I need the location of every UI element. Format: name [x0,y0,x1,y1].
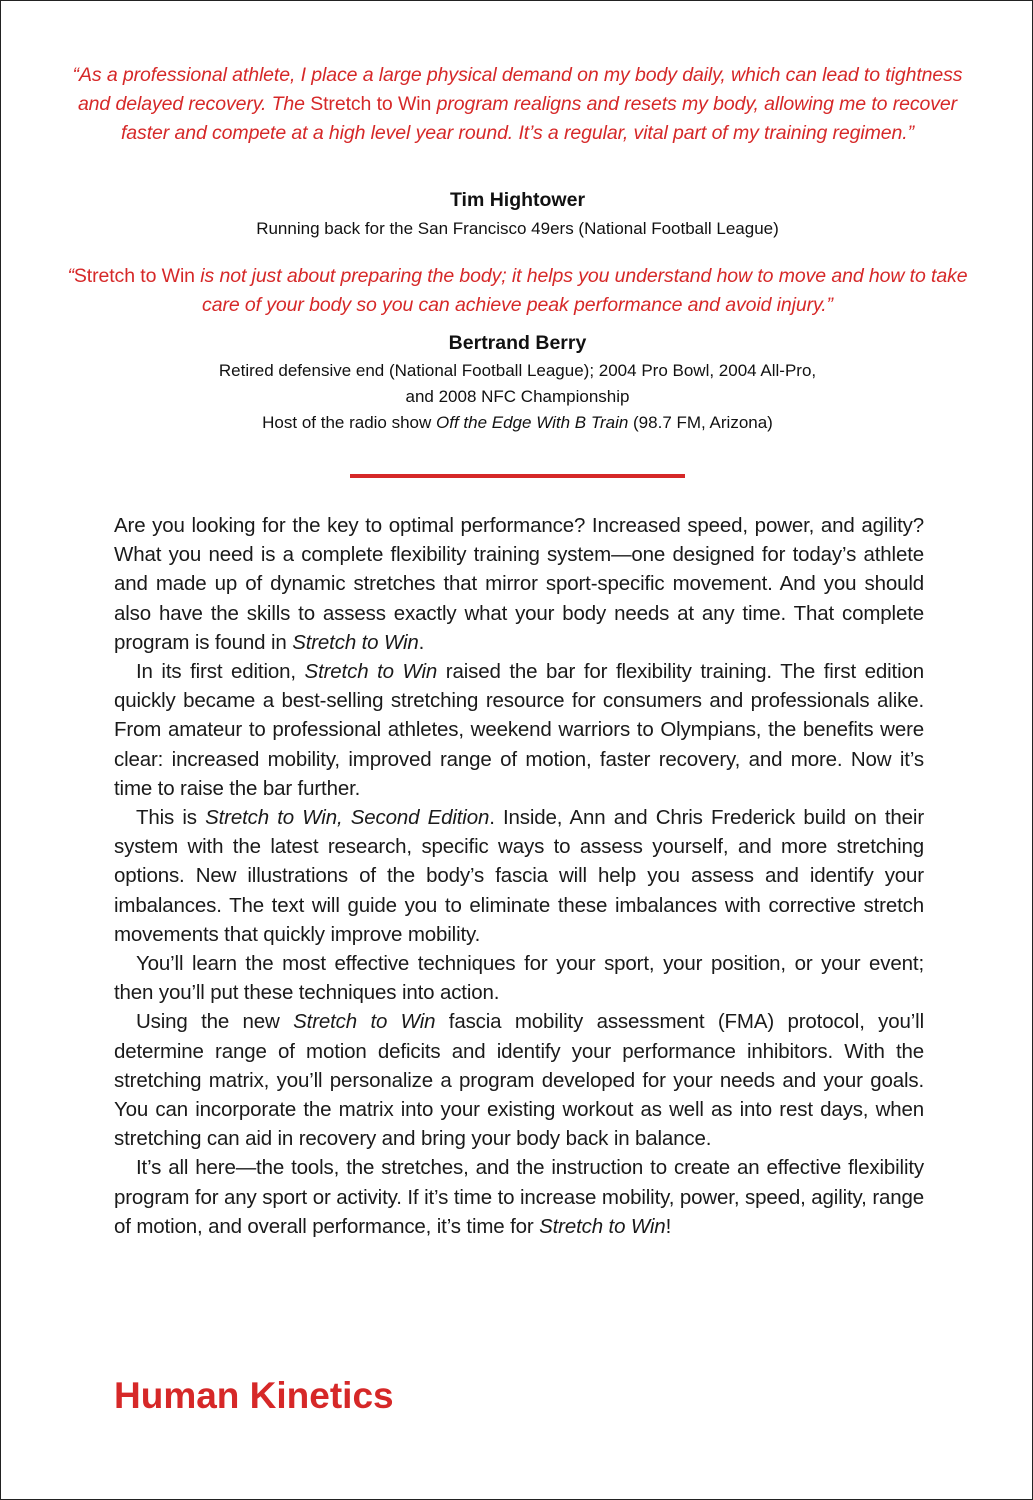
paragraph-2: In its first edition, Stretch to Win raised the bar for flexibility training. The first edition quickly became a best-selling stretching resource for consumers and professionals alike. From amateur to professional athletes, weekend warriors to Olympians, the benefits were clear: increased mobility, improved range of motion, faster recovery, and more. Now it’s time to raise the bar further. [114,660,924,800]
testimonial-affiliation-berry: Retired defensive end (National Football League); 2004 Pro Bowl, 2004 All-Pro, and 2008 NFC Championship Host of the radio show Off the Edge With B Train (98.7 FM, Arizona) [218,361,817,432]
book-title-mention: Stretch to Win [310,93,432,115]
paragraph-1: Are you looking for the key to optimal performance? Increased speed, power, and agility? What you need is a complete flexibility training system—one designed for today’s athlete and made up of dynamic stretches that mirror sport-specific movement. And you should also have the skills to assess exactly what your body needs at any time. That complete program is found in Stretch to Win. [114,514,924,654]
testimonial-author-hightower: Tim Hightower [449,189,586,211]
divider-rule [350,474,685,478]
paragraph-5: Using the new Stretch to Win fascia mobility assessment (FMA) protocol, you’ll determine range of motion deficits and identify your performance inhibitors. With the stretching matrix, you’ll personalize a program developed for your needs and your goals. You can incorporate the matrix into your existing workout as well as into rest days, when stretching can aid in recovery and bring your body back in balance. [114,1010,924,1151]
description-body [114,511,924,1241]
paragraph-6: It’s all here—the tools, the stretches, and the instruction to create an effective flexibility program for any sport or activity. If it’s time to increase mobility, power, speed, agility, range of motion, and overall performance, it’s time for Stretch to Win! [114,1156,924,1238]
book-title-mention: Stretch to Win [73,265,195,287]
paragraph-4: You’ll learn the most effective techniques for your sport, your position, or your event; then you’ll put these techniques into action. [114,952,924,1005]
paragraph-3: This is Stretch to Win, Second Edition. Inside, Ann and Chris Frederick build on their system with the latest research, specific ways to assess yourself, and more stretching options. New illustrations of the body’s fascia will help you assess and identify your imbalances. The text will guide you to eliminate these imbalances with corrective stretch movements that quickly improve mobility. [114,806,924,946]
testimonial-affiliation-hightower: Running back for the San Francisco 49ers (National Football League) [256,219,779,238]
testimonial-quote-berry: “Stretch to Win is not just about preparing the body; it helps you understand how to move and how to take care of your body so you can achieve peak performance and avoid injury.” [67,265,968,316]
radio-show-title: Off the Edge With B Train [436,413,629,432]
publisher-logo: Human Kinetics [114,1375,394,1416]
testimonial-quote-hightower: “As a professional athlete, I place a large physical demand on my body daily, which can lead to tightness and delayed recovery. The Stretch to Win program realigns and resets my body, allowing me to recover faster and compete at a high level year round. It’s a regular, vital part of my training regimen.” [72,64,963,144]
testimonial-author-berry: Bertrand Berry [448,332,587,354]
